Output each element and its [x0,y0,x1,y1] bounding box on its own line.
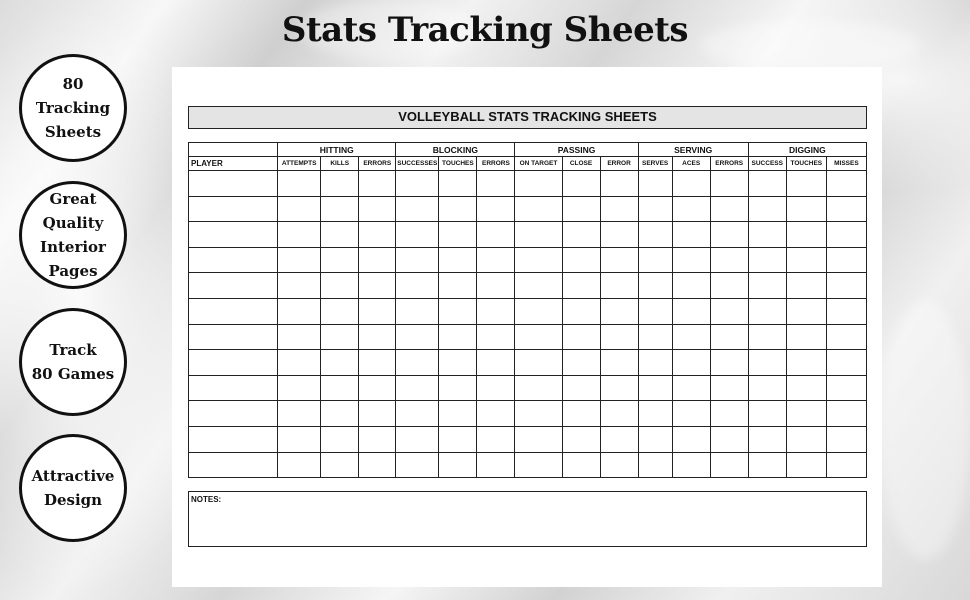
badge-quality-pages [19,181,127,289]
stat-cell [638,171,672,197]
stat-cell [359,171,396,197]
stat-cell [748,401,786,427]
stat-cell [396,452,439,478]
stat-cell [321,196,359,222]
stat-cell [321,273,359,299]
stat-cell [515,298,562,324]
stat-cell [826,196,866,222]
badge-attractive-design [19,434,127,542]
stat-cell [600,298,638,324]
group-header-blocking: BLOCKING [396,143,515,157]
player-cell [189,375,278,401]
stat-cell [278,196,321,222]
stat-cell [672,273,710,299]
group-header-digging: DIGGING [748,143,866,157]
stat-cell [710,375,748,401]
stat-cell [786,222,826,248]
stat-cell [515,452,562,478]
stat-cell [477,273,515,299]
stat-cell [396,375,439,401]
stat-cell [278,401,321,427]
notes-label: NOTES: [191,495,222,504]
stat-cell [278,452,321,478]
stat-cell [439,247,477,273]
table-row [189,222,867,248]
stat-cell [477,171,515,197]
stat-cell [396,350,439,376]
stat-cell [439,298,477,324]
column-header: SERVES [638,157,672,171]
stat-cell [710,350,748,376]
player-cell [189,247,278,273]
stat-cell [439,452,477,478]
stat-cell [710,247,748,273]
stat-cell [748,452,786,478]
stat-cell [278,171,321,197]
stat-cell [396,426,439,452]
stat-cell [359,350,396,376]
column-header: ERROR [600,157,638,171]
stat-cell [321,452,359,478]
stat-cell [638,222,672,248]
column-header: KILLS [321,157,359,171]
stat-cell [786,452,826,478]
player-column-header: PLAYER [189,157,278,171]
stat-cell [672,375,710,401]
stat-cell [600,171,638,197]
sheet-title: VOLLEYBALL STATS TRACKING SHEETS [188,106,867,129]
column-header: ERRORS [710,157,748,171]
stat-cell [638,401,672,427]
stat-cell [638,273,672,299]
stat-cell [396,171,439,197]
stat-cell [562,171,600,197]
stat-cell [562,375,600,401]
stat-cell [672,222,710,248]
badge-line: 80 [62,75,84,93]
table-row [189,401,867,427]
stat-cell [278,375,321,401]
column-header: ERRORS [477,157,515,171]
table-row [189,350,867,376]
notes-box [188,491,867,547]
stat-cell [786,426,826,452]
badge-line: Pages [48,262,98,280]
stat-cell [439,324,477,350]
stat-cell [562,401,600,427]
stat-cell [515,350,562,376]
stat-cell [477,426,515,452]
stat-cell [562,426,600,452]
stat-cell [321,171,359,197]
stat-cell [359,375,396,401]
stat-cell [710,171,748,197]
column-header: SUCCESS [748,157,786,171]
badge-track-games [19,308,127,416]
stat-cell [321,350,359,376]
group-header-hitting: HITTING [278,143,396,157]
stat-cell [359,426,396,452]
player-cell [189,324,278,350]
stat-cell [748,196,786,222]
stat-cell [396,247,439,273]
stat-cell [562,247,600,273]
stat-cell [672,171,710,197]
badge-line: Design [43,491,103,509]
stat-cell [600,273,638,299]
stat-cell [278,324,321,350]
stat-cell [562,298,600,324]
stat-cell [515,426,562,452]
page-title: Stats Tracking Sheets [281,10,689,50]
badge-line: Track [49,341,97,359]
stat-cell [477,401,515,427]
stat-cell [672,196,710,222]
stat-cell [515,375,562,401]
stat-cell [359,324,396,350]
stat-cell [710,273,748,299]
table-row [189,375,867,401]
stat-cell [278,350,321,376]
stat-cell [359,452,396,478]
stat-cell [826,273,866,299]
blank-header [189,143,278,157]
stat-cell [600,196,638,222]
stat-cell [710,298,748,324]
stat-cell [710,452,748,478]
stats-table [188,142,867,478]
stat-cell [321,375,359,401]
column-header: CLOSE [562,157,600,171]
group-header-serving: SERVING [638,143,748,157]
stat-cell [278,247,321,273]
badge-tracking-sheets [19,54,127,162]
stat-cell [748,222,786,248]
player-cell [189,171,278,197]
stat-cell [786,171,826,197]
stat-cell [672,350,710,376]
stat-cell [786,324,826,350]
table-row [189,324,867,350]
stat-cell [477,452,515,478]
stat-cell [439,273,477,299]
stat-cell [638,350,672,376]
player-cell [189,298,278,324]
stat-cell [396,298,439,324]
column-header: ON TARGET [515,157,562,171]
stat-cell [515,247,562,273]
stat-cell [321,426,359,452]
stat-cell [562,273,600,299]
table-row [189,452,867,478]
stat-cell [477,324,515,350]
column-header: TOUCHES [786,157,826,171]
stats-table-body [189,171,867,478]
stat-cell [515,273,562,299]
stat-cell [826,324,866,350]
column-header: TOUCHES [439,157,477,171]
stat-cell [826,452,866,478]
stat-cell [477,350,515,376]
stat-cell [600,350,638,376]
stat-cell [477,222,515,248]
stat-cell [826,375,866,401]
group-header-passing: PASSING [515,143,638,157]
player-cell [189,196,278,222]
table-row [189,196,867,222]
stat-cell [562,222,600,248]
stat-cell [359,273,396,299]
player-cell [189,273,278,299]
stat-cell [672,426,710,452]
column-header: ERRORS [359,157,396,171]
stat-cell [439,222,477,248]
table-row [189,171,867,197]
stat-cell [321,401,359,427]
stat-cell [600,247,638,273]
badge-line: Sheets [44,123,102,141]
stat-cell [396,222,439,248]
stat-cell [278,273,321,299]
stat-cell [826,426,866,452]
stat-cell [786,298,826,324]
stat-cell [278,222,321,248]
stat-cell [515,171,562,197]
stat-cell [439,196,477,222]
stat-cell [710,324,748,350]
badge-line: 80 Games [31,365,115,383]
stat-cell [515,401,562,427]
stat-cell [321,324,359,350]
column-header: MISSES [826,157,866,171]
stat-cell [748,375,786,401]
table-row [189,273,867,299]
stat-cell [562,452,600,478]
stat-cell [515,222,562,248]
stat-cell [477,375,515,401]
stat-cell [826,350,866,376]
stat-cell [600,401,638,427]
stat-cell [396,196,439,222]
stat-cell [638,426,672,452]
stat-cell [439,426,477,452]
stat-cell [638,375,672,401]
stat-cell [826,222,866,248]
stat-cell [515,324,562,350]
stat-cell [748,298,786,324]
stat-cell [359,196,396,222]
stat-cell [396,401,439,427]
stat-cell [826,171,866,197]
badge-line: Quality [42,214,104,232]
stat-cell [638,452,672,478]
stat-cell [600,324,638,350]
stat-cell [710,222,748,248]
stat-cell [786,401,826,427]
stat-cell [321,222,359,248]
stat-cell [672,298,710,324]
stat-cell [359,222,396,248]
stat-cell [638,298,672,324]
stat-cell [638,247,672,273]
stat-cell [600,426,638,452]
stat-cell [359,247,396,273]
tracking-sheet [172,67,882,587]
stat-cell [826,247,866,273]
stat-cell [748,426,786,452]
stat-cell [672,401,710,427]
stat-cell [710,426,748,452]
stat-cell [786,375,826,401]
badge-line: Attractive [31,467,115,485]
stat-cell [477,196,515,222]
stat-cell [826,298,866,324]
player-cell [189,452,278,478]
stat-cell [359,298,396,324]
stat-cell [439,401,477,427]
stat-cell [600,375,638,401]
table-row [189,298,867,324]
stat-cell [321,247,359,273]
table-row [189,426,867,452]
stat-cell [278,426,321,452]
stat-cell [786,273,826,299]
stat-cell [748,324,786,350]
stat-cell [477,298,515,324]
player-cell [189,401,278,427]
stat-cell [748,273,786,299]
badge-line: Tracking [35,99,111,117]
stat-cell [439,171,477,197]
badge-line: Great [49,190,97,208]
stat-cell [786,247,826,273]
stat-cell [562,324,600,350]
stat-cell [562,196,600,222]
stat-cell [396,273,439,299]
player-cell [189,350,278,376]
stat-cell [359,401,396,427]
stat-cell [826,401,866,427]
stat-cell [672,247,710,273]
stat-cell [748,171,786,197]
stat-cell [515,196,562,222]
stat-cell [396,324,439,350]
stat-cell [672,324,710,350]
stat-cell [710,196,748,222]
badge-line: Interior [40,238,106,256]
stat-cell [600,222,638,248]
column-header: ACES [672,157,710,171]
stat-cell [748,350,786,376]
column-header: SUCCESSES [396,157,439,171]
stat-cell [321,298,359,324]
player-cell [189,222,278,248]
stat-cell [672,452,710,478]
stat-cell [748,247,786,273]
stat-cell [638,196,672,222]
table-row [189,247,867,273]
stat-cell [638,324,672,350]
stat-cell [477,247,515,273]
stat-cell [439,375,477,401]
stat-cell [439,350,477,376]
stat-cell [562,350,600,376]
stat-cell [710,401,748,427]
stat-cell [278,298,321,324]
column-header: ATTEMPTS [278,157,321,171]
stat-cell [786,196,826,222]
stat-cell [600,452,638,478]
player-cell [189,426,278,452]
stat-cell [786,350,826,376]
